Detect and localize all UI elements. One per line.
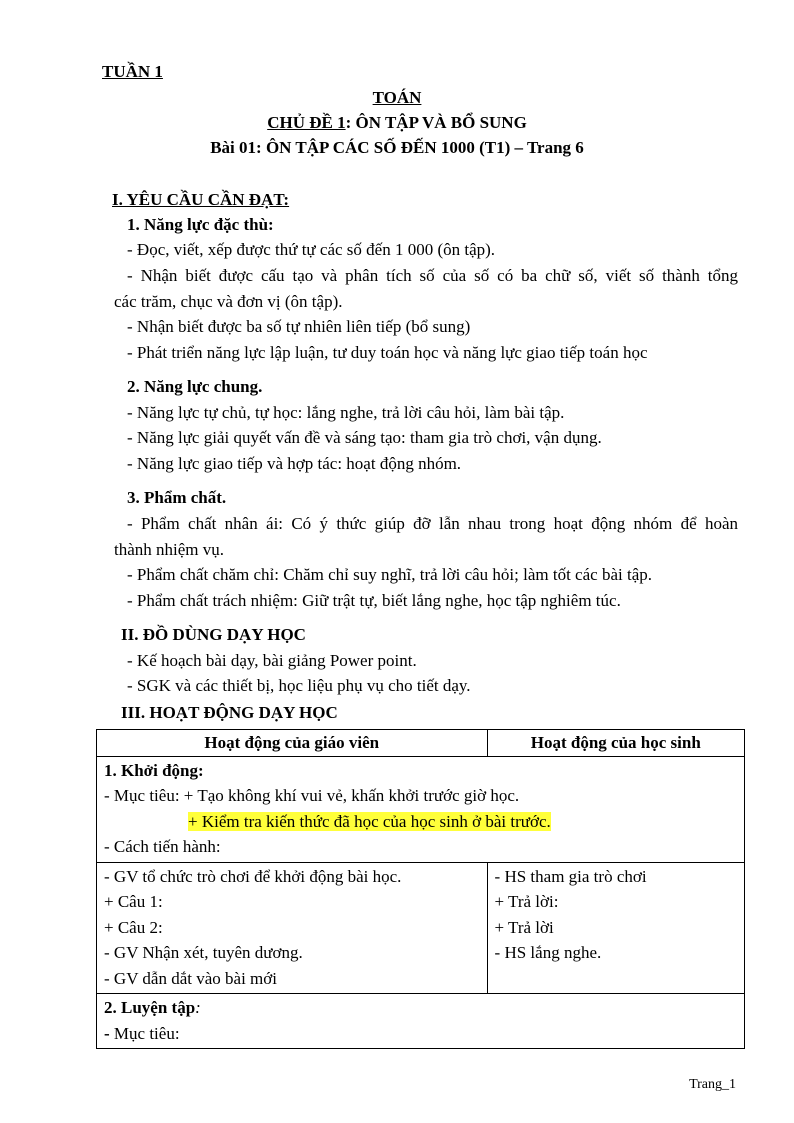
list-item: - Phẩm chất chăm chỉ: Chăm chỉ suy nghĩ, trả lời câu hỏi; làm tốt các bài tập. <box>127 565 652 584</box>
practice-goal-text: Mục tiêu: <box>109 1023 180 1043</box>
student-step: - HS tham gia trò chơi <box>494 866 647 886</box>
list-item-continued: thành nhiệm vụ. <box>114 540 225 559</box>
list-item: - Đọc, viết, xếp được thứ tự các số đến 1 000 (ôn tập). <box>127 240 496 259</box>
teacher-column-header: Hoạt động của giáo viên <box>97 730 488 757</box>
practice-goal-dash: - <box>104 1023 110 1043</box>
list-item: - SGK và các thiết bị, học liệu phụ vụ cho tiết dạy. <box>127 676 471 695</box>
teacher-step: + Câu 1: <box>104 892 163 911</box>
list-item: - Năng lực giải quyết vấn đề và sáng tạo: tham gia trò chơi, vận dụng. <box>127 428 602 447</box>
topic-label: CHỦ ĐỀ 1 <box>267 113 346 132</box>
practice-title <box>104 995 737 1021</box>
warmup-cell <box>97 756 745 862</box>
practice-row <box>97 994 745 1049</box>
student-steps-cell <box>487 862 744 994</box>
section-3-heading: III. HOẠT ĐỘNG DẠY HỌC <box>121 703 338 722</box>
student-step: + Trả lời: <box>494 892 559 911</box>
table-header-row <box>97 730 745 757</box>
list-item: - Năng lực giao tiếp và hợp tác: hoạt động nhóm. <box>127 454 462 473</box>
student-step: + Trả lời <box>494 917 554 937</box>
warmup-goal-1: - Mục tiêu: + Tạo không khí vui vẻ, khấn khởi trước giờ học. <box>104 786 520 805</box>
list-item: - Phát triển năng lực lập luận, tư duy toán học và năng lực giao tiếp toán học <box>127 343 648 362</box>
highlighted-goal: + Kiểm tra kiến thức đã học của học sinh ở bài trước. <box>188 811 551 831</box>
page-number: Trang_1 <box>689 1077 736 1092</box>
lesson-title: Bài 01: ÔN TẬP CÁC SỐ ĐẾN 1000 (T1) – Trang 6 <box>210 138 584 157</box>
week-label: TUẦN 1 <box>102 62 163 81</box>
teacher-step: + Câu 2: <box>104 917 163 937</box>
practice-title-colon: : <box>195 998 201 1017</box>
list-item: - Phẩm chất trách nhiệm: Giữ trật tự, biết lắng nghe, học tập nghiêm túc. <box>127 591 621 610</box>
list-item-continued: các trăm, chục và đơn vị (ôn tập). <box>114 292 343 311</box>
subject-title: TOÁN <box>372 88 422 107</box>
section-2-heading: II. ĐỒ DÙNG DẠY HỌC <box>121 625 306 644</box>
warmup-title: 1. Khởi động: <box>104 760 204 780</box>
sub-3-heading: 3. Phẩm chất. <box>127 488 227 507</box>
list-item: - Phẩm chất nhân ái: Có ý thức giúp đỡ lẫn nhau trong hoạt động nhóm để hoàn <box>127 514 738 533</box>
warmup-goal-2-line <box>104 809 737 835</box>
student-step: - HS lắng nghe. <box>494 943 602 962</box>
practice-cell <box>97 994 745 1049</box>
sub-2-heading: 2. Năng lực chung. <box>127 377 263 396</box>
activity-table <box>96 729 745 1049</box>
section-1-heading: I. YÊU CẦU CẦN ĐẠT: <box>112 190 290 209</box>
topic-rest: : ÔN TẬP VÀ BỔ SUNG <box>345 113 527 132</box>
topic-title <box>0 110 794 135</box>
list-item: - Năng lực tự chủ, tự học: lắng nghe, trả lời câu hỏi, làm bài tập. <box>127 403 565 422</box>
list-item: - Nhận biết được cấu tạo và phân tích số của số có ba chữ số, viết số thành tổng <box>127 266 738 285</box>
teacher-step: - GV tổ chức trò chơi để khởi động bài học. <box>104 866 402 886</box>
sub-1-heading: 1. Năng lực đặc thù: <box>127 215 274 234</box>
warmup-method: - Cách tiến hành: <box>104 837 221 856</box>
teacher-step: - GV dẫn dắt vào bài mới <box>104 968 277 988</box>
teacher-step: - GV Nhận xét, tuyên dương. <box>104 943 303 962</box>
warmup-steps-row <box>97 862 745 994</box>
teacher-steps-cell <box>97 862 488 994</box>
list-item: - Kế hoạch bài dạy, bài giảng Power point. <box>127 651 417 670</box>
practice-title-text: 2. Luyện tập <box>104 998 196 1017</box>
warmup-row <box>97 756 745 862</box>
student-column-header: Hoạt động của học sinh <box>487 730 744 757</box>
list-item: - Nhận biết được ba số tự nhiên liên tiếp (bổ sung) <box>127 317 471 336</box>
practice-goal <box>104 1021 737 1047</box>
